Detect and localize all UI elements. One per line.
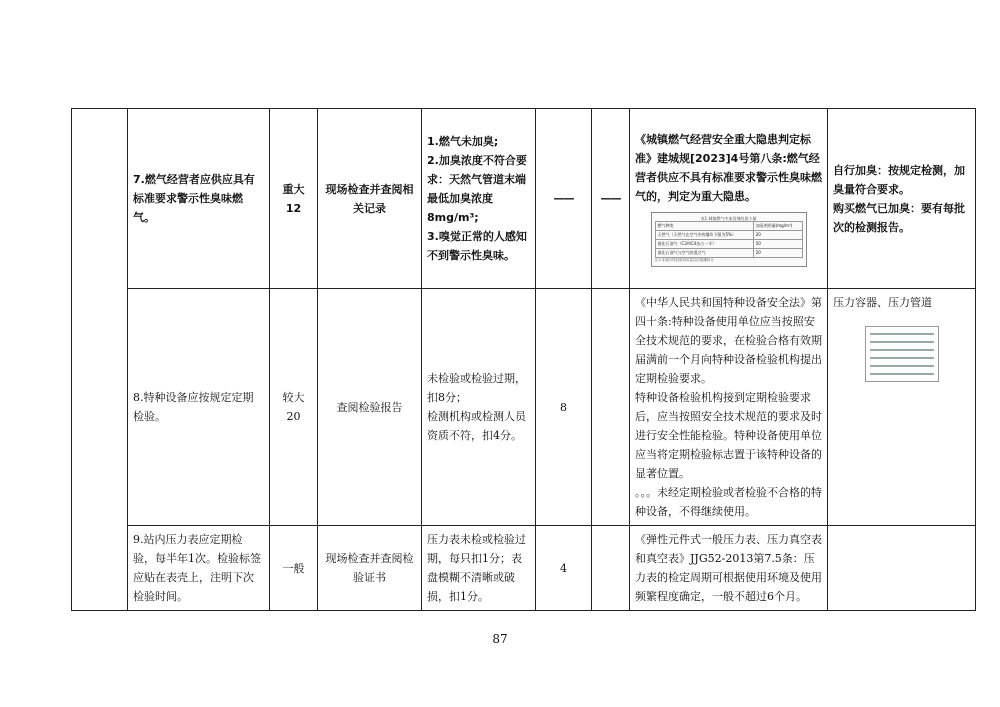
criteria-line: 3.嗅觉正常的人感知不到警示性臭味。 xyxy=(427,230,527,262)
inspection-table xyxy=(71,108,976,611)
criteria-line: 1.燃气未加臭; xyxy=(427,135,499,148)
level-score: 12 xyxy=(285,201,302,215)
level-label: 较大 xyxy=(282,391,305,404)
embedded-header: 加臭剂用量(mg/m³) xyxy=(753,222,802,231)
embedded-table-note: 注1:本表所列加臭剂用量以四氢噻吩计 xyxy=(654,258,714,262)
embedded-table xyxy=(655,221,803,258)
category-cell xyxy=(72,109,128,611)
level-score: 20 xyxy=(286,410,301,423)
level-cell xyxy=(270,109,318,289)
level-label: 重大 xyxy=(282,182,305,196)
item-cell: 8.特种设备应按规定定期检验。 xyxy=(128,289,270,526)
embedded-table-caption: 表1 城镇燃气中加臭剂的最小量 xyxy=(700,216,757,221)
embedded-cell: 20 xyxy=(753,249,802,258)
note-line: 自行加臭：按规定检测，加臭量符合要求。 xyxy=(833,163,965,196)
criteria-line: 2.加臭浓度不符合要求：天然气管道末端最低加臭浓度8mg/m³; xyxy=(427,154,527,224)
table-row xyxy=(72,109,976,289)
criteria-line: 检测机构或检测人员资质不符，扣4分。 xyxy=(427,410,526,442)
embedded-cell: 液化石油气与空气的混合气 xyxy=(655,249,753,258)
item-cell: 9.站内压力表应定期检验，每半年1次。检验标签应贴在表壳上，注明下次检验时间。 xyxy=(128,526,270,611)
method-cell: 现场检查并查阅相关记录 xyxy=(318,109,422,289)
note-line: 购买燃气已加臭：要有每批次的检测报告。 xyxy=(833,201,965,234)
score-cell: 4 xyxy=(536,526,592,611)
embedded-header: 燃气种类 xyxy=(655,222,753,231)
note-cell xyxy=(828,109,976,289)
embedded-cell: 液化石油气（C3和C4各占一半） xyxy=(655,240,753,249)
level-cell xyxy=(270,289,318,526)
basis-line: 《中华人民共和国特种设备安全法》第四十条:特种设备使用单位应当按照安全技术规范的要求，在检验合格有效期届满前一个月向特种设备检验机构提出定期检验要求。 xyxy=(635,296,822,385)
embedded-table-image xyxy=(651,212,807,267)
note-cell xyxy=(828,526,976,611)
basis-text: 《城镇燃气经营安全重大隐患判定标准》建城规[2023]4号第八条:燃气经营者供应不具有标准要求警示性臭味燃气的，判定为重大隐患。 xyxy=(635,133,822,203)
basis-cell xyxy=(630,289,828,526)
criteria-cell xyxy=(422,109,536,289)
note-cell xyxy=(828,289,976,526)
score-cell: —— xyxy=(536,109,592,289)
criteria-cell xyxy=(422,289,536,526)
criteria-line: 未检验或检验过期，扣8分； xyxy=(427,372,526,404)
basis-cell: 《弹性元件式一般压力表、压力真空表和真空表》JJG52-2013第7.5条：压力表的检定周期可根据使用环境及使用频繁程度确定，一般不超过6个月。 xyxy=(630,526,828,611)
table-row xyxy=(72,289,976,526)
embedded-cell: 20 xyxy=(753,231,802,240)
method-cell: 现场检查并查阅检验证书 xyxy=(318,526,422,611)
score-cell: 8 xyxy=(536,289,592,526)
item-cell: 7.燃气经营者应供应具有标准要求警示性臭味燃气。 xyxy=(128,109,270,289)
score2-cell xyxy=(592,289,630,526)
basis-line: 。。。未经定期检验或者检验不合格的特种设备，不得继续使用。 xyxy=(635,486,822,518)
basis-cell xyxy=(630,109,828,289)
method-cell: 查阅检验报告 xyxy=(318,289,422,526)
score2-cell: —— xyxy=(592,109,630,289)
basis-line: 特种设备检验机构接到定期检验要求后，应当按照安全技术规范的要求及时进行安全性能检验。特种设备使用单位应当将定期检验标志置于该特种设备的显著位置。 xyxy=(635,391,822,480)
page-number: 87 xyxy=(492,632,508,646)
embedded-cell: 天然气（天然气在空气中的爆炸下限为5%） xyxy=(655,231,753,240)
embedded-cell: 50 xyxy=(753,240,802,249)
table-row xyxy=(72,526,976,611)
note-text: 压力容器、压力管道 xyxy=(833,296,932,309)
criteria-cell: 压力表未检或检验过期，每只扣1分；表盘模糊不清晰或破损，扣1分。 xyxy=(422,526,536,611)
inspection-report-thumbnail xyxy=(865,326,939,382)
score2-cell xyxy=(592,526,630,611)
level-cell: 一般 xyxy=(270,526,318,611)
